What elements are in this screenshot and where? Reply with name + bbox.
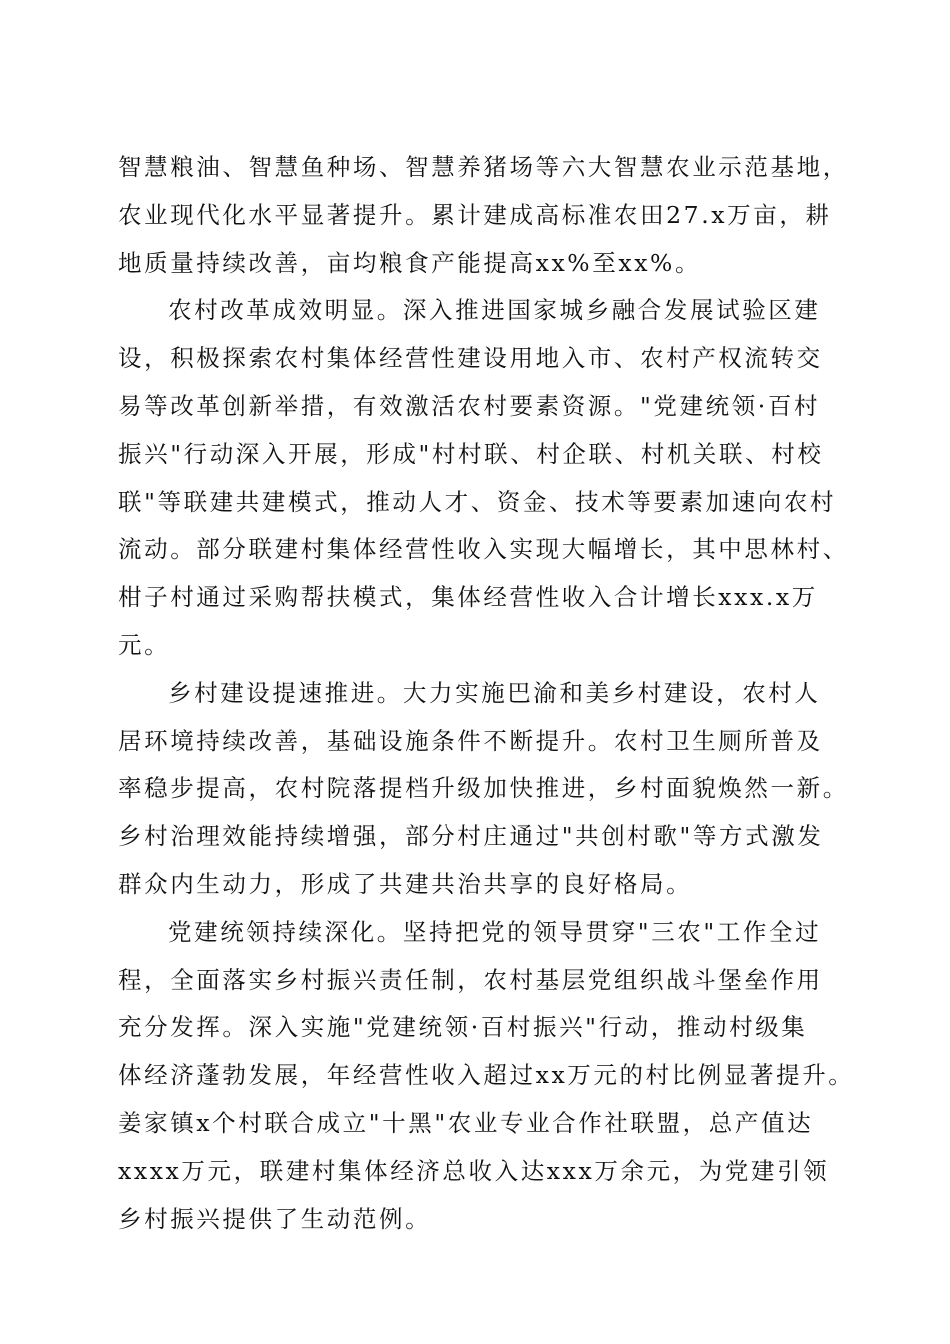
text-line: 智慧粮油、智慧鱼种场、智慧养猪场等六大智慧农业示范基地， xyxy=(118,153,849,181)
text-line: 联"等联建共建模式，推动人才、资金、技术等要素加速向农村 xyxy=(118,487,837,516)
text-line: 姜家镇x个村联合成立"十黑"农业专业合作社联盟，总产值达 xyxy=(118,1108,814,1137)
paragraph-party-building-start: 党建统领持续深化。坚持把党的领导贯穿"三农"工作全过 xyxy=(168,917,822,946)
text-line: 体经济蓬勃发展，年经营性收入超过xx万元的村比例显著提升。 xyxy=(118,1061,855,1090)
document-body xyxy=(118,144,855,1243)
text-line: 振兴"行动深入开展，形成"村村联、村企联、村机关联、村校 xyxy=(118,439,824,468)
text-line: 群众内生动力，形成了共建共治共享的良好格局。 xyxy=(118,869,693,898)
text-line: 乡村治理效能持续增强，部分村庄通过"共创村歌"等方式激发 xyxy=(118,822,824,851)
text-line: 柑子村通过采购帮扶模式，集体经营性收入合计增长xxx.x万 xyxy=(118,583,818,612)
text-line: 地质量持续改善，亩均粮食产能提高xx%至xx%。 xyxy=(118,248,702,277)
paragraph-rural-reform-start: 农村改革成效明显。深入推进国家城乡融合发展试验区建 xyxy=(168,296,821,325)
text-line: 率稳步提高，农村院落提档升级加快推进，乡村面貌焕然一新。 xyxy=(118,774,849,803)
text-line: 流动。部分联建村集体经营性收入实现大幅增长，其中思林村、 xyxy=(118,535,849,564)
text-line: 充分发挥。深入实施"党建统领·百村振兴"行动，推动村级集 xyxy=(118,1013,808,1042)
text-line: 设，积极探索农村集体经营性建设用地入市、农村产权流转交 xyxy=(118,344,823,373)
text-line: xxxx万元，联建村集体经济总收入达xxx万余元，为党建引领 xyxy=(118,1156,830,1185)
text-line: 元。 xyxy=(118,630,171,659)
text-line: 农业现代化水平显著提升。累计建成高标准农田27.x万亩，耕 xyxy=(118,200,832,229)
text-line: 乡村振兴提供了生动范例。 xyxy=(118,1204,432,1233)
text-line: 程，全面落实乡村振兴责任制，农村基层党组织战斗堡垒作用 xyxy=(118,965,823,994)
text-line: 居环境持续改善，基础设施条件不断提升。农村卫生厕所普及 xyxy=(118,726,823,755)
paragraph-rural-construction-start: 乡村建设提速推进。大力实施巴渝和美乡村建设，农村人 xyxy=(168,678,821,707)
text-line: 易等改革创新举措，有效激活农村要素资源。"党建统领·百村 xyxy=(118,391,821,420)
